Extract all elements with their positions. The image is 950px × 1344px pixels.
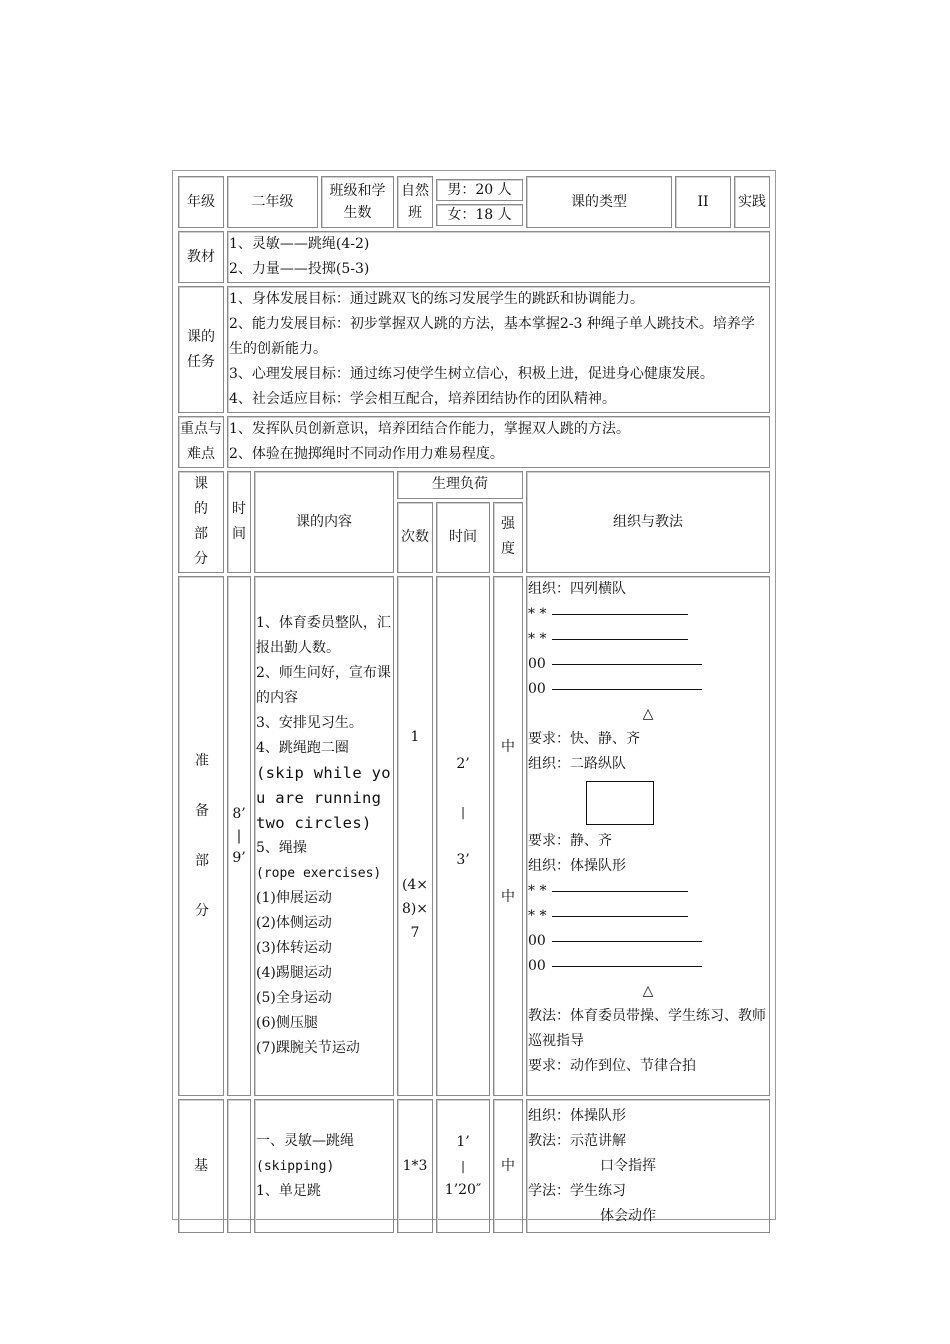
- basic-content-en: (skipping): [256, 1158, 335, 1174]
- prep-duration: [436, 576, 490, 1096]
- prep-time-sep: |: [236, 828, 242, 844]
- prep-content-item: 5、绳操: [256, 840, 307, 856]
- class-type: 自然班: [397, 176, 433, 228]
- lesson-plan-table: [175, 173, 773, 1236]
- lesson-type-value: II: [675, 176, 731, 228]
- prep-method: [526, 576, 770, 1096]
- task-item: 3、心理发展目标：通过练习使学生树立信心，积极上进，促进身心健康发展。: [229, 366, 714, 382]
- basic-count: 1*3: [397, 1099, 433, 1233]
- basic-row: [178, 1099, 770, 1233]
- tasks-content: [227, 286, 770, 413]
- basic-duration: [436, 1099, 490, 1233]
- prep-intensity: [493, 576, 523, 1096]
- male-count: 男：20 人: [436, 179, 523, 201]
- lesson-type-label: 课的类型: [526, 176, 672, 228]
- basic-method: [526, 1099, 770, 1233]
- basic-method-teach2: 口令指挥: [600, 1157, 656, 1174]
- col-part: 课的部分: [178, 471, 224, 573]
- prep-time-a: 8’: [232, 806, 246, 822]
- lesson-type-name: 实践: [734, 176, 770, 228]
- basic-dur-sep: |: [460, 1159, 466, 1173]
- prep-intensity-1: 中: [501, 739, 515, 755]
- teacher-triangle-icon: △: [642, 983, 654, 999]
- exercise-item: (2)体侧运动: [256, 915, 332, 931]
- keypoint-item: 1、发挥队员创新意识，培养团结合作能力，掌握双人跳的方法。: [229, 421, 630, 437]
- task-item: 1、身体发展目标：通过跳双飞的练习发展学生的跳跃和协调能力。: [229, 291, 644, 307]
- prep-time: [227, 576, 251, 1096]
- formation-row: * *: [528, 627, 768, 652]
- prep-content: [254, 576, 394, 1096]
- col-content: 课的内容: [254, 471, 394, 573]
- tasks-label-text: 课的任务: [187, 328, 215, 370]
- material-content: [227, 231, 770, 283]
- method-teach: 教法：体育委员带操、学生练习、教师巡视指导: [528, 1008, 766, 1049]
- task-item: 2、能力发展目标：初步掌握双人跳的方法，基本掌握2-3 种绳子单人跳技术。培养学生的创新能力。: [229, 316, 755, 357]
- grade-value: 二年级: [227, 176, 318, 228]
- keypoints-label: 重点与难点: [178, 416, 224, 468]
- keypoint-item: 2、体验在抛掷绳时不同动作用力难易程度。: [229, 446, 504, 462]
- exercise-item: (6)侧压腿: [256, 1015, 318, 1031]
- formation-row: * *: [528, 879, 768, 904]
- basic-method-org: 组织：体操队形: [528, 1107, 626, 1124]
- col-duration: 时间: [436, 502, 490, 573]
- basic-method-teach: 教法：示范讲解: [528, 1132, 626, 1149]
- exercise-item: (4)踢腿运动: [256, 965, 332, 981]
- method-req: 要求：动作到位、节律合拍: [528, 1058, 696, 1074]
- basic-dur-a: 1’: [456, 1134, 470, 1150]
- col-count: 次数: [397, 502, 433, 573]
- prep-time-b: 9’: [232, 850, 246, 866]
- formation-row: * *: [528, 602, 768, 627]
- formation-row: 00: [528, 677, 768, 702]
- basic-method-learn2: 体会动作: [600, 1207, 656, 1224]
- col-time: 时间: [227, 471, 251, 573]
- grade-label: 年级: [178, 176, 224, 228]
- tasks-row: [178, 286, 770, 413]
- material-item: 1、灵敏——跳绳(4-2): [229, 236, 370, 252]
- formation-row: 00: [528, 652, 768, 677]
- prep-content-item: 4、跳绳跑二圈: [256, 740, 349, 756]
- method-org: 组织：四列横队: [528, 581, 626, 597]
- material-label: 教材: [178, 231, 224, 283]
- basic-content-title: 一、灵敏—跳绳: [256, 1132, 354, 1149]
- exercise-item: (5)全身运动: [256, 990, 332, 1006]
- lesson-plan-sheet: [172, 170, 776, 1224]
- prep-part: 准备部分: [178, 576, 224, 1096]
- basic-time: [227, 1099, 251, 1233]
- material-item: 2、力量——投掷(5-3): [229, 261, 370, 277]
- prep-count: [397, 576, 433, 1096]
- basic-intensity: 中: [493, 1099, 523, 1233]
- keypoints-content: [227, 416, 770, 468]
- formation-row: * *: [528, 904, 768, 929]
- material-row: [178, 231, 770, 283]
- col-method: 组织与教法: [526, 471, 770, 573]
- prep-count-1: 1: [410, 729, 420, 745]
- tasks-label: [178, 286, 224, 413]
- prep-dur-b: 3’: [456, 852, 470, 868]
- prep-dur-sep: |: [460, 805, 466, 819]
- col-intensity: 强度: [493, 502, 523, 573]
- prep-content-item: 3、安排见习生。: [256, 715, 363, 731]
- prep-content-item: 1、体育委员整队，汇报出勤人数。: [256, 615, 391, 656]
- column-header-row: [178, 471, 770, 499]
- formation-row: 00: [528, 954, 768, 979]
- prep-content-en: (skip while you are running two circles): [256, 764, 391, 832]
- keypoints-row: [178, 416, 770, 468]
- method-req: 要求：静、齐: [528, 833, 612, 849]
- column-formation-box: [586, 781, 654, 825]
- basic-dur-b: 1’20″: [444, 1182, 482, 1198]
- basic-part: 基: [178, 1099, 224, 1233]
- female-count: 女：18 人: [436, 204, 523, 226]
- prep-dur-a: 2’: [456, 756, 470, 772]
- exercise-item: (3)体转运动: [256, 940, 332, 956]
- exercise-item: (7)踝腕关节运动: [256, 1040, 360, 1056]
- basic-method-learn: 学法：学生练习: [528, 1182, 626, 1199]
- basic-content-item: 1、单足跳: [256, 1182, 321, 1199]
- class-label: 班级和学生数: [321, 176, 394, 228]
- task-item: 4、社会适应目标：学会相互配合，培养团结协作的团队精神。: [229, 391, 616, 407]
- method-org: 组织：二路纵队: [528, 756, 626, 772]
- prep-content-en: (rope exercises): [256, 866, 382, 881]
- exercise-item: (1)伸展运动: [256, 890, 332, 906]
- prep-count-2: (4×8)×7: [401, 877, 429, 941]
- col-load: 生理负荷: [397, 471, 523, 499]
- formation-row: 00: [528, 929, 768, 954]
- teacher-triangle-icon: △: [642, 706, 654, 722]
- method-req: 要求：快、静、齐: [528, 731, 640, 747]
- basic-content: [254, 1099, 394, 1233]
- method-org: 组织：体操队形: [528, 858, 626, 874]
- header-row: [178, 176, 770, 228]
- prep-content-item: 2、师生问好，宣布课的内容: [256, 665, 391, 706]
- prep-row: [178, 576, 770, 1096]
- prep-intensity-2: 中: [501, 889, 515, 905]
